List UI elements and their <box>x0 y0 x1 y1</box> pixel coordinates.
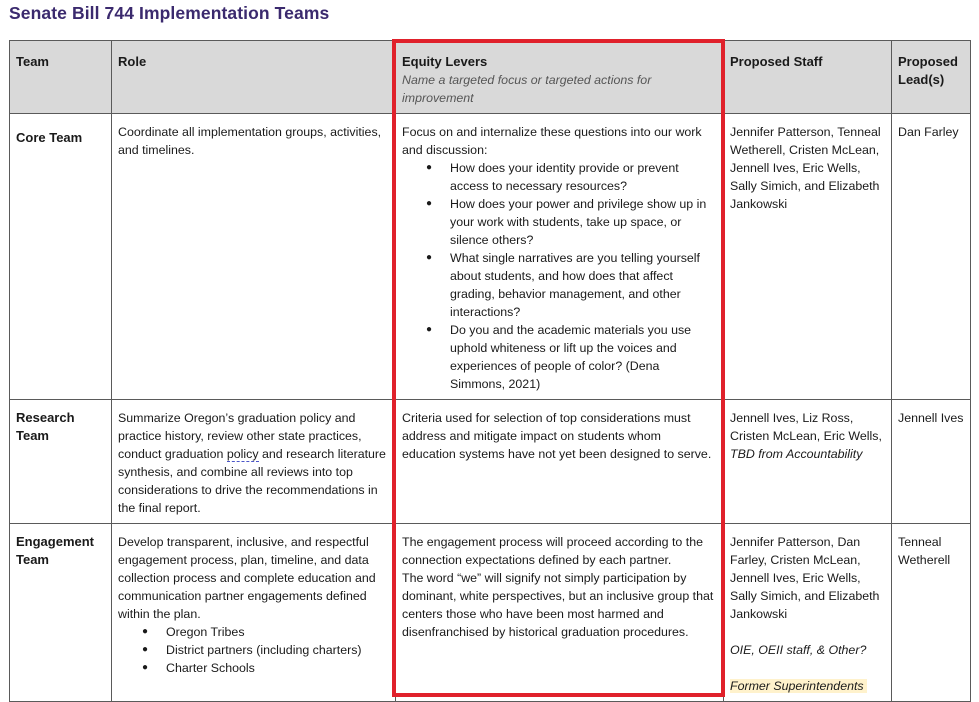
table-row <box>10 114 971 400</box>
list-item: ● Do you and the academic materials you use uphold whiteness or lift up the voices and experiences of people of color? (Dena Simmons, 2021) <box>450 321 717 393</box>
staff-other: OIE, OEII staff, & Other? <box>730 643 867 657</box>
staff-cell <box>724 400 892 524</box>
partner-list <box>118 623 389 677</box>
lead-cell: Jennell Ives <box>892 400 971 524</box>
grammar-flagged-word: policy <box>226 447 259 461</box>
role-text: Summarize Oregon’s graduation policy and practice history, review other state practices, conduct graduation <box>118 411 362 461</box>
lead-cell: Tenneal Wetherell <box>892 524 971 702</box>
role-cell <box>112 524 396 702</box>
team-cell <box>10 524 112 702</box>
header-equity-subtitle: Name a targeted focus or targeted actions for improvement <box>402 73 652 105</box>
header-team: Team <box>10 41 112 114</box>
staff-tbd: TBD from Accountability <box>730 447 863 461</box>
equity-cell <box>396 114 724 400</box>
staff-cell <box>724 524 892 702</box>
role-text: and research literature synthesis, and combine all reviews into top considerations to drive the recommendations in the final report. <box>118 447 386 515</box>
role-text: Develop transparent, inclusive, and respectful engagement process, plan, timeline, and data collection process and complete education and communication partner engagements defined within the plan. <box>118 535 376 621</box>
equity-intro: Focus on and internalize these questions into our work and discussion: <box>402 125 702 157</box>
header-role: Role <box>112 41 396 114</box>
header-equity-title: Equity Levers <box>402 54 488 69</box>
teams-table <box>9 40 971 702</box>
equity-cell: Criteria used for selection of top considerations must address and mitigate impact on students whom education systems have not yet been designed to serve. <box>396 400 724 524</box>
team-name: Core Team <box>16 130 83 145</box>
table-row <box>10 524 971 702</box>
list-item: ● What single narratives are you telling yourself about students, and how does that affect grading, behavior management, and other interactions? <box>450 249 717 321</box>
team-name: Research Team <box>16 410 75 443</box>
table-header-row <box>10 41 971 114</box>
staff-cell: Jennifer Patterson, Tenneal Wetherell, Cristen McLean, Jennell Ives, Eric Wells, Sally Simich, and Elizabeth Jankowski <box>724 114 892 400</box>
list-item: ● How does your identity provide or prevent access to necessary resources? <box>450 159 717 195</box>
team-name: Engagement Team <box>16 534 95 567</box>
equity-cell <box>396 524 724 702</box>
header-proposed-leads: Proposed Lead(s) <box>892 41 971 114</box>
role-cell: Coordinate all implementation groups, activities, and timelines. <box>112 114 396 400</box>
table-row <box>10 400 971 524</box>
team-cell <box>10 400 112 524</box>
page-title: Senate Bill 744 Implementation Teams <box>9 3 330 23</box>
list-item: ● How does your power and privilege show up in your work with students, take up space, or silence others? <box>450 195 717 249</box>
equity-paragraph: The engagement process will proceed according to the connection expectations defined by each partner. <box>402 535 703 567</box>
staff-text: Jennell Ives, Liz Ross, Cristen McLean, Eric Wells, <box>730 411 882 443</box>
list-item: ● Charter Schools <box>166 659 389 677</box>
lead-cell: Dan Farley <box>892 114 971 400</box>
staff-text: Jennifer Patterson, Dan Farley, Cristen McLean, Jennell Ives, Eric Wells, Sally Simich, and Elizabeth Jankowski <box>730 535 880 621</box>
equity-paragraph: The word “we” will signify not simply participation by dominant, white perspectives, but an inclusive group that centers those who have been most harmed and disenfranchised by historical graduation procedures. <box>402 571 714 639</box>
equity-question-list <box>402 159 717 393</box>
header-equity-levers <box>396 41 724 114</box>
staff-highlighted: Former Superintendents <box>730 679 867 693</box>
team-cell <box>10 114 112 400</box>
list-item: ● District partners (including charters) <box>166 641 389 659</box>
header-proposed-staff: Proposed Staff <box>724 41 892 114</box>
role-cell <box>112 400 396 524</box>
list-item: ● Oregon Tribes <box>166 623 389 641</box>
